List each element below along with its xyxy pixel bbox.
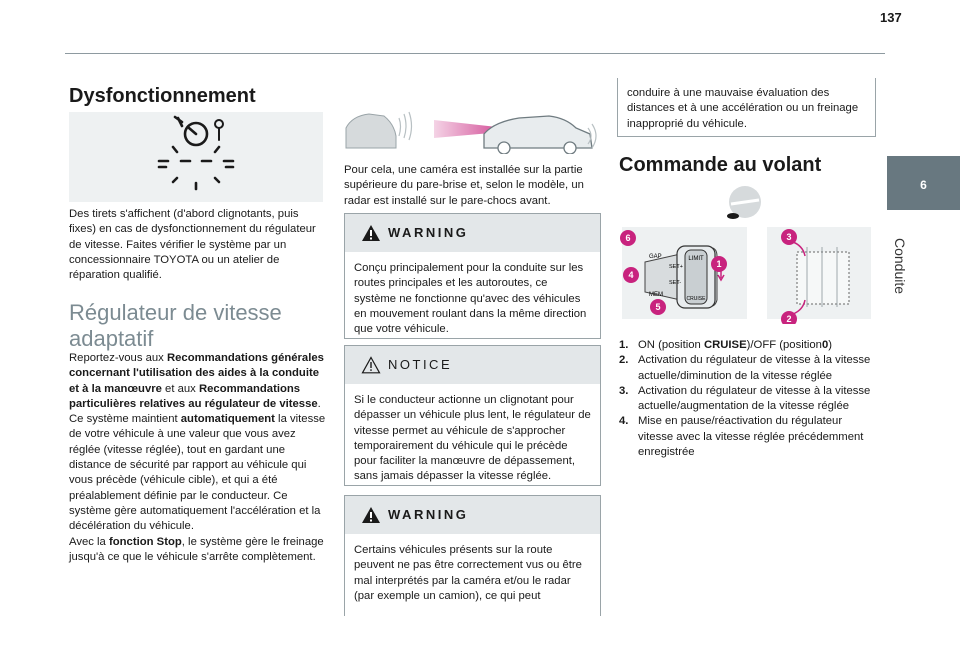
chapter-tab[interactable]: 6 (887, 156, 960, 210)
list-item: 2. Activation du régulateur de vitesse à la vitesse actuelle/diminution de la vitesse réglée (619, 354, 871, 382)
warning-triangle-icon (361, 224, 381, 242)
svg-text:SET+: SET+ (669, 264, 683, 270)
speedometer-dashes-icon (69, 112, 323, 202)
svg-text:GAP: GAP (649, 254, 662, 260)
svg-text:1: 1 (716, 259, 722, 269)
svg-text:4: 4 (628, 270, 634, 280)
notice-box (344, 345, 601, 486)
svg-text:6: 6 (625, 233, 631, 243)
malfunction-paragraph: Des tirets s'affichent (d'abord clignotants, puis fixes) en cas de dysfonctionnement du régulateur de vitesse. Faites vérifier le système par un concessionnaire TOYOTA ou un atelier de réparation qualifié. (69, 208, 316, 282)
warning-text: Certains véhicules présents sur la route peuvent ne pas être correctement vus ou être mal interprétés par la caméra et/ou le radar (par exemple un camion), ce qui peut (354, 544, 582, 602)
list-item: 4. Mise en pause/réactivation du régulateur vitesse avec la vitesse réglée précédemment enregistrée (619, 415, 864, 459)
section-heading: Dysfonctionnement (69, 85, 256, 107)
adaptive-cruise-text: Reportez-vous aux Recommandations générales concernant l'utilisation des aides à la conduite et à la manœuvre et aux Recommandations particulières relatives au régulateur de vitesse. Ce système maintient automatiquement la vitesse de votre véhicule à une valeur que vous avez réglée (vitesse réglée), tout en gardant une distance de sécurité par rapport au véhicule qui vous précède (véhicule cible), et qui a été préalablement définie par le conducteur. Ce système gère automatiquement l'accélération et la décélération du véhicule. Avec la fonction Stop, le système gère le freinage jusqu'à ce que le véhicule s'arrête complètement. (69, 352, 326, 563)
steering-control-heading: Commande au volant (619, 154, 822, 176)
warning-triangle-icon (361, 506, 381, 524)
notice-text: Si le conducteur actionne un clignotant pour dépasser un véhicule plus lent, le régulateur de vitesse permet au véhicule de s'approcher temporairement du véhicule qui le précède pour faciliter la manœuvre de dépassement, sans jamais dépasser la vitesse réglée. (354, 394, 591, 483)
list-item: 3. Activation du régulateur de vitesse à la vitesse actuelle/augmentation de la vitesse réglée (619, 384, 871, 413)
notice-triangle-icon (361, 356, 381, 374)
notice-header: NOTICE (345, 346, 600, 384)
dash-warning-figure (69, 112, 323, 202)
warning-box-2-continued: conduire à une mauvaise évaluation des distances et à une accélération ou un freinage inapproprié du véhicule. (617, 78, 876, 137)
svg-text:MEM: MEM (649, 292, 663, 298)
warning-header: WARNING (345, 496, 600, 534)
svg-text:2: 2 (786, 314, 792, 324)
list-item: 1. ON (position CRUISE)/OFF (position0) (619, 339, 833, 351)
control-list (619, 338, 875, 460)
warning-header: WARNING (345, 214, 600, 252)
svg-text:5: 5 (655, 302, 661, 312)
steering-wheel-icon (727, 186, 761, 219)
warning-text: Conçu principalement pour la conduite sur les routes principales et les autoroutes, ce système ne fonctionne qu'avec des véhicules en mouvement roulant dans la même direction que votre véhicule. (354, 262, 587, 336)
adaptive-cruise-heading: Régulateur de vitesse adaptatif (69, 300, 282, 351)
chapter-title: Conduite (892, 237, 909, 295)
car-camera-figure (344, 106, 599, 154)
cruise-lever-diagram (617, 182, 874, 324)
car-radar-icon (344, 106, 599, 154)
camera-paragraph: Pour cela, une caméra est installée sur la partie supérieure du pare-brise et, selon le modèle, un radar est installé sur le pare-chocs avant. (344, 164, 584, 207)
page-number: 137 (880, 10, 902, 25)
warning-box-2 (344, 495, 601, 616)
svg-text:LIMIT: LIMIT (688, 256, 704, 262)
steering-control-figure (617, 182, 874, 324)
svg-text:3: 3 (786, 232, 792, 242)
warning-box-1 (344, 213, 601, 339)
svg-text:CRUISE: CRUISE (686, 296, 706, 302)
header-rule (65, 53, 885, 54)
svg-text:SET-: SET- (669, 280, 682, 286)
